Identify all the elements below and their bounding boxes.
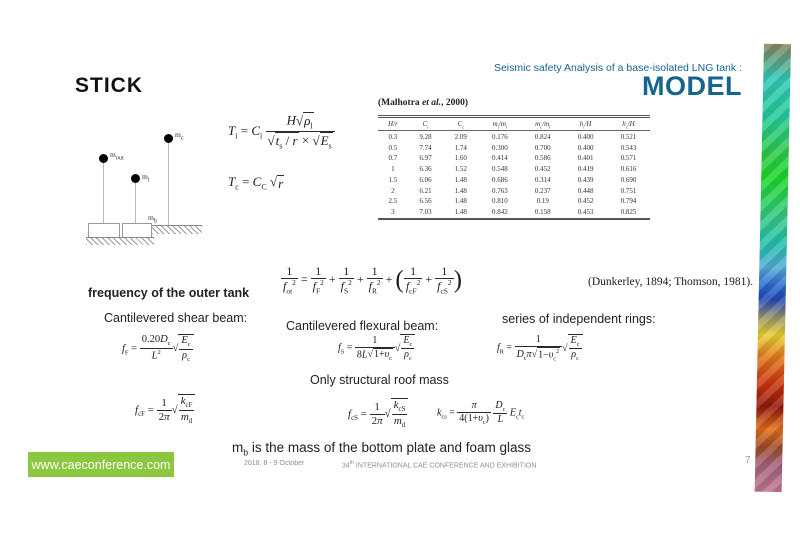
table-col-header: $C_i$ <box>408 117 443 131</box>
mass-ball-impulsive <box>131 174 140 183</box>
rod-convective <box>168 142 169 225</box>
label-cantilevered-shear-beam: Cantilevered shear beam: <box>104 311 248 325</box>
label-series-independent-rings: series of independent rings: <box>502 312 656 326</box>
dunkerley-citation: (Dunkerley, 1894; Thomson, 1981). <box>588 276 754 288</box>
table-col-header: $m_c/m_l$ <box>521 117 564 131</box>
mass-ball-outer <box>99 154 108 163</box>
formula-dunkerley: $\frac{1}{f_{ot}^2}$ = $\frac{1}{f_F^2}$ + $\frac{1}{f_S^2}$ + $\frac{1}{f_R^2}$ + ( $\frac{1}{f_{cF}^2}$ + $\frac{1}{f_{cS}^2}$ ) <box>283 264 462 296</box>
isolator-box-left <box>88 223 120 238</box>
color-strip <box>755 44 791 492</box>
rod-impulsive <box>135 182 136 223</box>
page-number: 7 <box>745 455 751 466</box>
table-col-header: $C_c$ <box>443 117 478 131</box>
formula-convective-period: $T_c = C_C$ √r <box>228 174 284 192</box>
table-caption: (Malhotra et al., 2000) <box>378 98 468 108</box>
ground-hatch <box>86 237 154 245</box>
mass-label-convective: $m_c$ <box>175 130 184 142</box>
ground-step-hatch <box>152 225 202 234</box>
isolator-box-right <box>122 223 152 238</box>
label-frequency-outer-tank: frequency of the outer tank <box>88 286 250 300</box>
formula-shear-beam-frequency: $f_F$ = $\frac{0.20D_c}{L^2}$ √ $\frac{E_c}{\rho_c}$ <box>122 334 194 364</box>
table-col-header: $h_c/H$ <box>607 117 650 131</box>
malhotra-table <box>378 115 650 220</box>
table-row: 3 7.03 1.48 0.842 0.158 0.453 0.825 <box>391 208 637 217</box>
label-only-structural-roof-mass: Only structural roof mass <box>310 373 449 387</box>
website-banner[interactable]: www.caeconference.com <box>28 452 174 477</box>
formula-roof-shear-stiffness: $k_{cs}$ = $\frac{\pi}{4(1+\upsilon_c)}$ $\frac{D_c}{L}$ $E_ct_c$ <box>437 400 525 426</box>
label-cantilevered-flexural-beam: Cantilevered flexural beam: <box>286 319 439 333</box>
header-subtitle: Seismic safety Analysis of a base-isolated LNG tank : <box>493 62 742 74</box>
table-row: 0.3 9.28 2.09 0.176 0.824 0.400 0.521 <box>388 132 637 141</box>
table-body <box>378 131 650 219</box>
mass-label-outer: $m_{out}$ <box>110 150 124 162</box>
footer-date: 2018, 8 - 9 October <box>244 460 305 467</box>
mass-label-impulsive: $m_i$ <box>142 172 150 184</box>
slide-header <box>430 62 742 100</box>
page-title: STICK <box>75 74 143 97</box>
table-col-header: $h_i/H$ <box>564 117 607 131</box>
footer-conference-name: 34th INTERNATIONAL CAE CONFERENCE AND EXHIBITION <box>342 460 537 470</box>
malhotra-table-block <box>378 98 650 220</box>
bottom-note: $m_b$ is the mass of the bottom plate and foam glass <box>232 440 532 458</box>
mass-ball-convective <box>164 134 173 143</box>
table-row: 0.7 6.97 1.60 0.414 0.586 0.401 0.571 <box>388 154 637 163</box>
table-col-header: $m_i/m_l$ <box>478 117 521 131</box>
table-row: 2.5 6.56 1.48 0.810 0.19 0.452 0.794 <box>388 197 637 206</box>
mass-label-bottom: $m_b$ <box>148 213 157 225</box>
table-row: 0.5 7.74 1.74 0.300 0.700 0.400 0.543 <box>388 143 637 152</box>
formula-roof-shear-frequency: $f_{cS}$ = $\frac{1}{2\pi}$ √ $\frac{k_{cS}}{m_d}$ <box>348 398 408 431</box>
rod-outer <box>103 162 104 223</box>
formula-rings-frequency: $f_R$ = $\frac{1}{D_c\pi√1-\upsilon_c^2}$ √ $\frac{E_c}{\rho_c}$ <box>497 334 583 363</box>
formula-impulsive-period: $T_i = C_i$ $\frac{H√\rho_l}{√t_s / r \times √E_s}$ <box>228 112 335 152</box>
table-header <box>378 117 650 131</box>
table-col-header: H/r <box>378 117 408 131</box>
formula-flexural-beam-frequency: $f_S$ = $\frac{1}{8L√1+\upsilon_c}$ √ $\frac{E_c}{\rho_c}$ <box>338 334 415 363</box>
header-title: MODEL <box>642 71 742 101</box>
table-row: 2 6.21 1.48 0.763 0.237 0.448 0.751 <box>391 186 637 195</box>
formula-roof-flexural-frequency: $f_{cF}$ = $\frac{1}{2\pi}$ √ $\frac{k_{cF}}{m_d}$ <box>135 394 195 427</box>
table-row: 1 6.36 1.52 0.548 0.452 0.419 0.616 <box>391 165 637 174</box>
table-row: 1.5 6.06 1.48 0.686 0.314 0.439 0.690 <box>388 175 637 184</box>
